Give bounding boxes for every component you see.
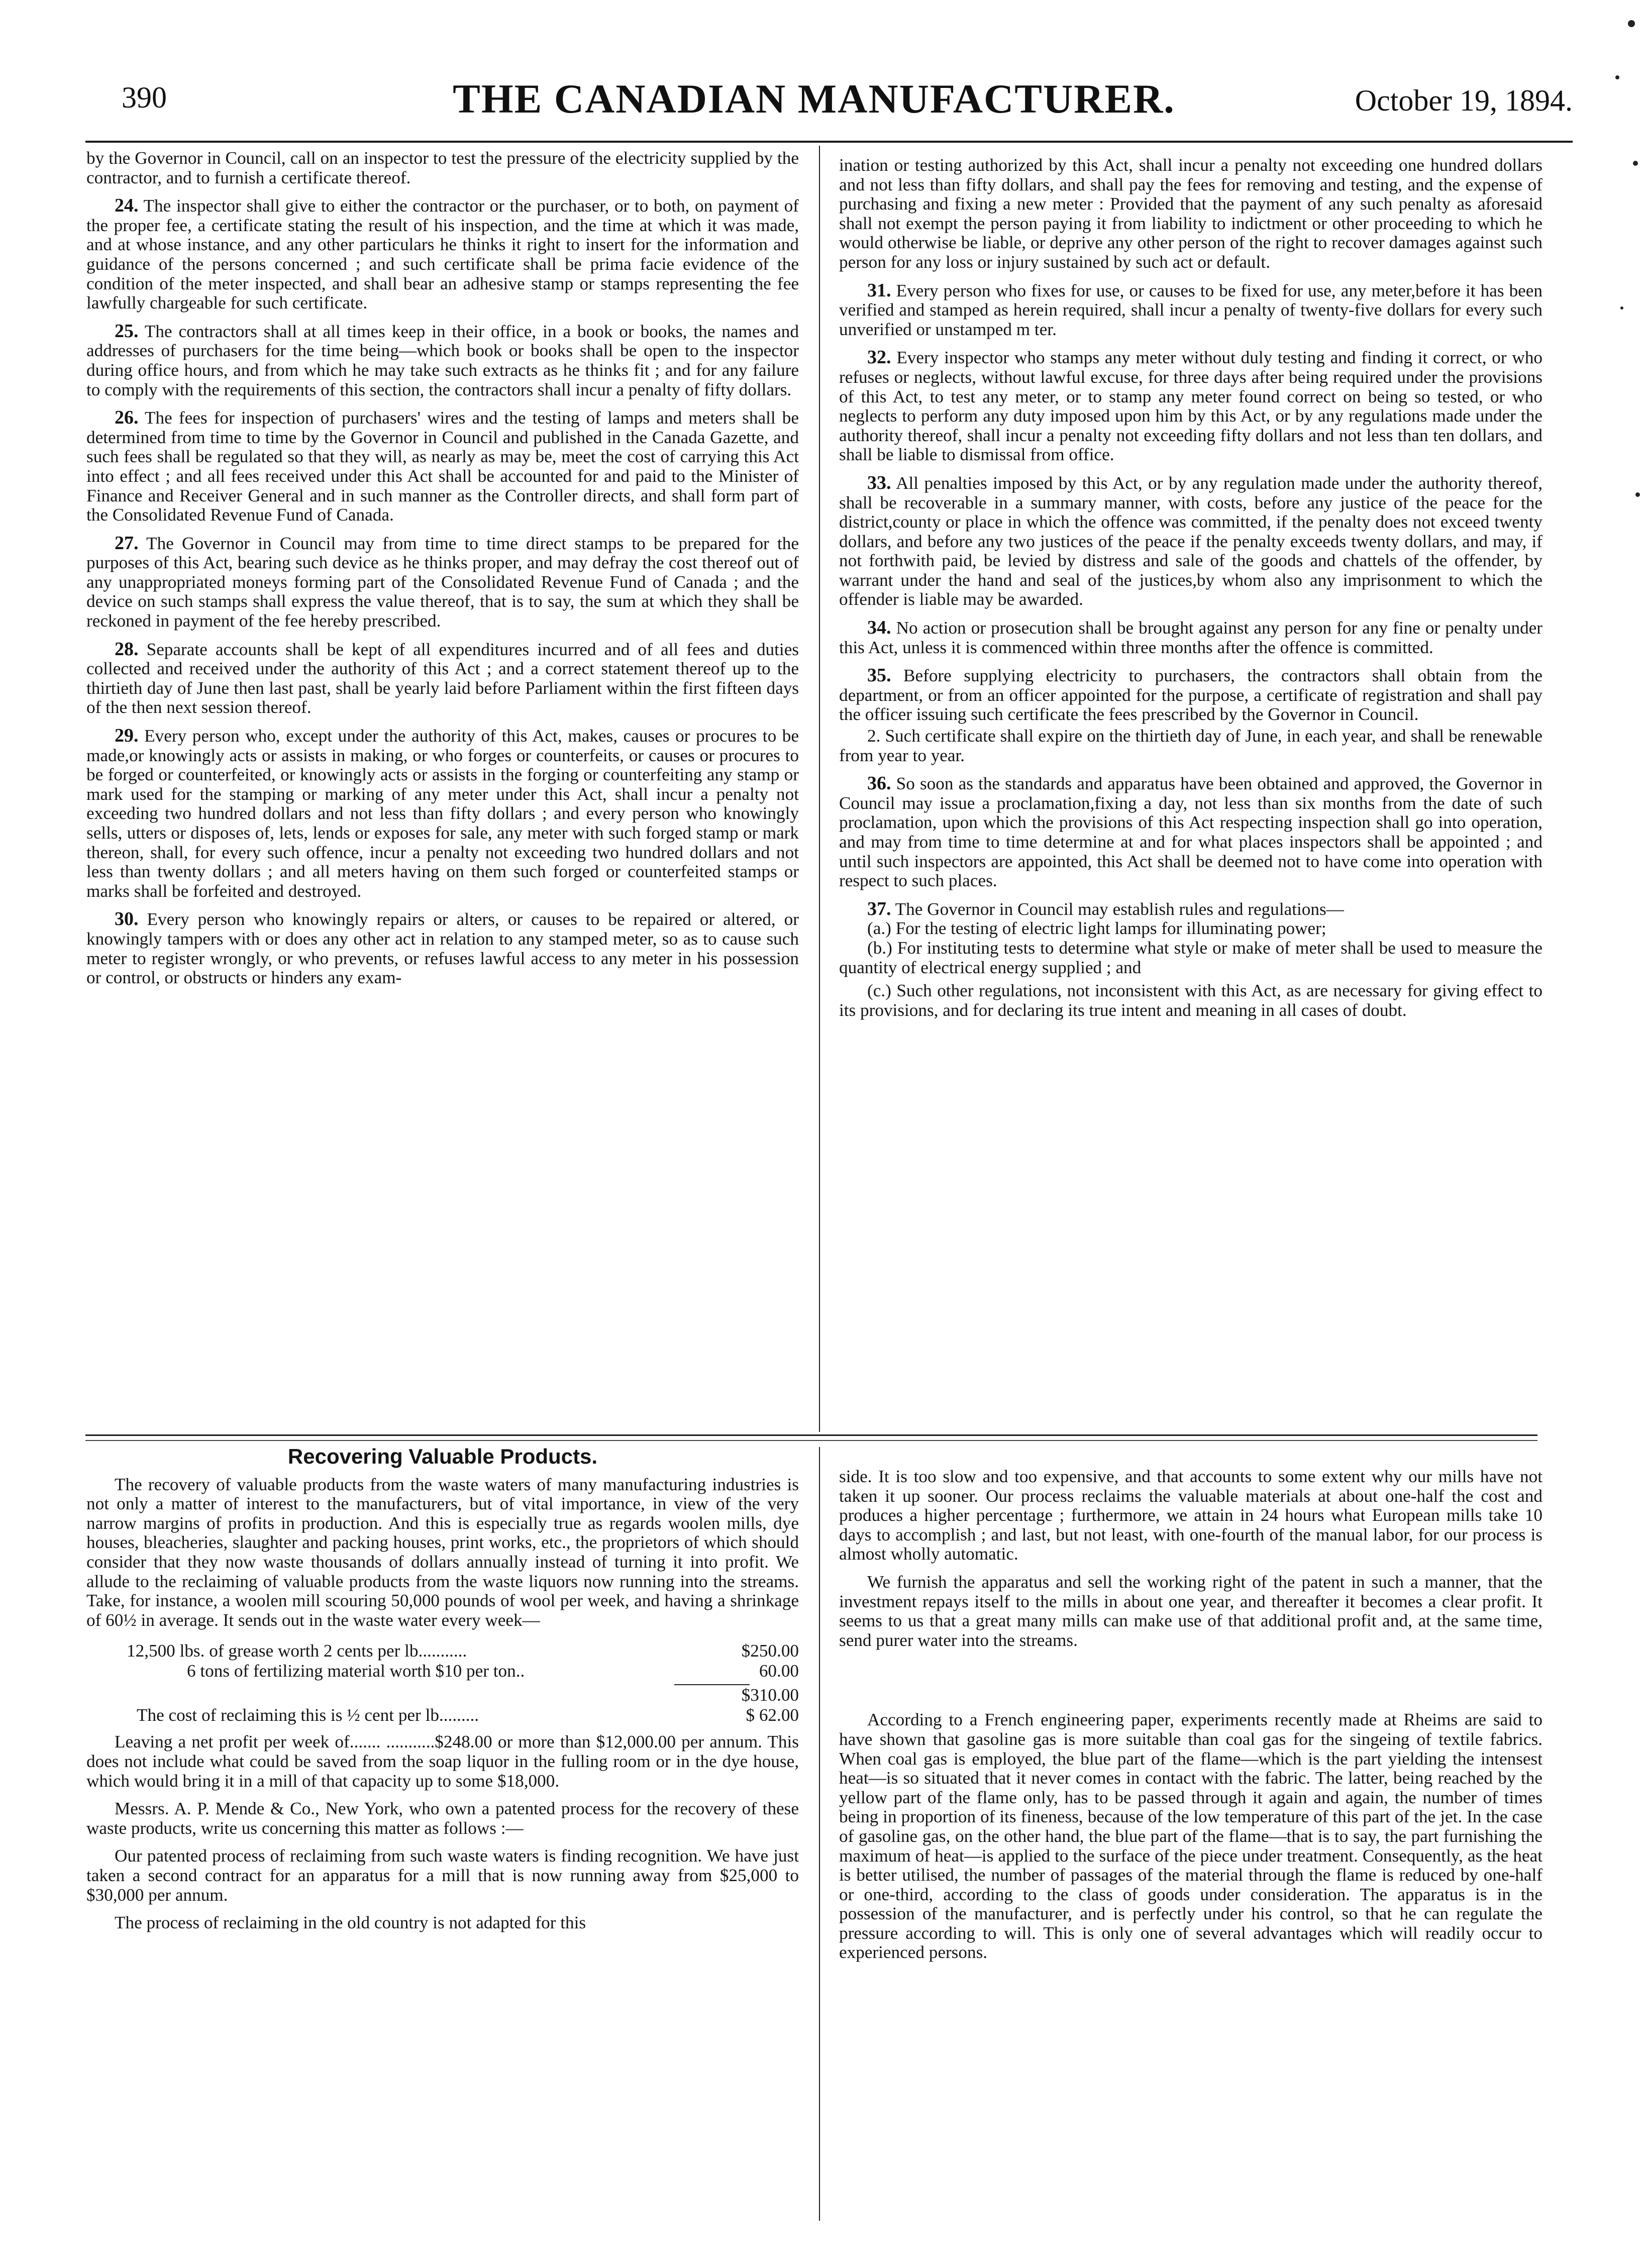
article-headline: Recovering Valuable Products. [287,1445,598,1468]
ledger-label: 12,500 lbs. of grease worth 2 cents per lb........... [127,1641,467,1661]
page-number: 390 [122,81,167,114]
ledger-total-row [86,1685,799,1705]
paragraph-continued: by the Governor in Council, call on an inspector to test the pressure of the electricity supplied by the contractor, and to furnish a certificate thereof. [86,148,799,187]
section-number: 30. [115,908,139,930]
issue-date: October 19, 1894. [1355,84,1573,117]
header-rule [85,141,1573,143]
scan-speck [1620,306,1623,310]
section-32 [839,348,1542,465]
section-27 [86,534,799,631]
section-35 [839,666,1542,725]
ledger-total: $310.00 [741,1685,799,1705]
section-number: 34. [867,617,891,639]
section-text: Separate accounts shall be kept of all expenditures incurred and of all fees and duties collected and received under the authority of this Act ; and a correct statement thereof up to the thirtieth day of June then last past, shall be yearly laid before Parliament within the first fifteen days of the then next session thereof. [86,639,799,717]
section-text: Every inspector who stamps any meter without duly testing and finding it correct, or who refuses or neglects, without lawful excuse, for three days after being required under the provisions of this Act, to test any meter, or to stamp any meter found correct on being so tested, or who neglects to perform any duty imposed upon him by this Act, or by any regulations made under the authority thereof, shall incur a penalty not exceeding fifty dollars and not less than ten dollars, and shall be liable to dismissal from office. [839,348,1543,465]
section-number: 24. [115,195,139,217]
section-text: Every person who knowingly repairs or alters, or causes to be repaired or altered, or knowingly tampers with or does any other act in relation to any stamped meter, so as to cause such meter to register wrongly, or who prevents, or refuses lawful access to any meter in his possession or control, or obstructs or hinders any exam- [86,909,799,988]
section-number: 33. [867,472,891,493]
article-paragraph: The process of reclaiming in the old country is not adapted for this [115,1913,586,1933]
section-33 [839,473,1542,609]
section-24 [86,196,799,313]
section-separator-rule [85,1434,1537,1436]
column-divider-top [819,146,820,1432]
paragraph-continued: ination or testing authorized by this Act, shall incur a penalty not exceeding one hundred dollars and not less than fifty dollars, and shall pay the fees for removing and testing, and the expense of purchasing and fixing a new meter : Provided that the payment of any such penalty as aforesaid shall not exempt the person paying it from liability to indictment or other proceeding to which he would otherwise be liable, or deprive any other person of the right to recover damages against such person for any loss or injury sustained by such act or default. [839,155,1542,272]
section-37 [839,899,1542,919]
section-text: Every person who fixes for use, or causes to be fixed for use, any meter,before it has been verified and stamped as herein required, shall incur a penalty of twenty-five dollars for every such unverified or unstamped m ter. [839,280,1543,339]
section-28 [86,640,799,717]
section-number: 27. [115,532,139,554]
masthead-title: THE CANADIAN MANUFACTURER. [453,76,1175,122]
column-divider-bottom [819,1447,820,2221]
left-column-bottom [86,1447,799,1941]
ledger-label: 6 tons of fertilizing material worth $10 per ton.. [187,1661,525,1681]
section-number: 36. [867,773,891,794]
article-paragraph: According to a French engineering paper, experiments recently made at Rheims are said to have shown that gasoline gas is more suitable than coal gas for the singeing of textile fabrics. When coal gas is employed, the blue part of the flame—which is the part yielding the intensest heat—is so situated that it never comes in contact with the fabric. The latter, being reached by the yellow part of the flame only, has to be passed through it again and again, the number of times being in proportion of its fineness, because of the low temperature of this part of the jet. In the case of gasoline gas, on the other hand, the blue part of the flame—that is to say, the part furnishing the maximum of heat—is applied to the surface of the piece under treatment. Consequently, as the heat is better utilised, the number of passages of the material through the flame is reduced by one-half or one-third, according to the class of goods under consideration. The apparatus is in the possession of the manufacturer, and is perfectly under his control, so that he can regulate the pressure according to will. This is only one of several advantages which will readily occur to experienced persons. [839,1710,1542,1963]
section-25 [86,322,799,399]
section-text: All penalties imposed by this Act, or by any regulation made under the authority thereof, shall be recoverable in a summary manner, with costs, before any justice of the peace for the district,county or place in which the offence was committed, if the penalty does not exceed twenty dollars, and before any two justices of the peace if the penalty exceeds twenty dollars, and may, if not forthwith paid, be levied by distress and sale of the goods and chattels of the offender, by warrant under the hand and seal of the justices,by whom also any imprisonment to which the offender is liable may be awarded. [839,473,1542,609]
section-31 [839,281,1542,340]
article-paragraph: The recovery of valuable products from the waste waters of many manufacturing industries is not only a matter of interest to the manufacturers, but of vital importance, in view of the very narrow margins of profits in production. And this is especially true as regards woolen mills, dye houses, bleacheries, slaughter and packing houses, print works, etc., the proprietors of which should consider that they now waste thousands of dollars annually instead of turning it into profit. We allude to the reclaiming of valuable products from the waste liquors now running into the streams. Take, for instance, a woolen mill scouring 50,000 pounds of wool per week, and having a shrinkage of 60½ in average. It sends out in the waste water every week— [86,1474,799,1630]
left-column-top [86,149,799,996]
section-35-subsection-2: 2. Such certificate shall expire on the thirtieth day of June, in each year, and shall be renewable from year to year. [839,726,1542,765]
section-number: 26. [115,407,139,429]
section-text: The Governor in Council may from time to time direct stamps to be prepared for the purposes of this Act, bearing such device as he thinks proper, and may defray the cost thereof out of any unappropriated moneys forming part of the Consolidated Revenue Fund of Canada ; and the device on such stamps shall express the value thereof, that is to say, the sum at which they shall be reckoned in payment of the fee hereby prescribed. [86,533,799,631]
section-34 [839,618,1542,657]
section-37-c: (c.) Such other regulations, not inconsistent with this Act, as are necessary for giving effect to its provisions, and for declaring its true intent and meaning in all cases of doubt. [839,981,1542,1020]
section-number: 28. [115,638,139,660]
section-number: 37. [867,898,891,919]
section-36 [839,774,1542,891]
section-text: Before supplying electricity to purchasers, the contractors shall obtain from the department, or from an officer appointed for the purpose, a certificate of registration and shall pay the officer issuing such certificate the fees prescribed by the Governor in Council. [839,666,1543,725]
section-number: 25. [115,320,139,342]
ledger-row [86,1705,799,1725]
right-column-bottom [839,1467,1542,1971]
section-number: 31. [867,279,891,301]
page-header [85,75,1573,141]
ledger-label: The cost of reclaiming this is ½ cent per lb......... [137,1705,479,1725]
article-paragraph: We furnish the apparatus and sell the working right of the patent in such a manner, that the investment repays itself to the mills in about one year, and thereafter it becomes a clear profit. It seems to us that a great many mills can make use of that additional profit and, at the same time, send purer water into the streams. [839,1572,1542,1650]
scan-speck [1628,20,1635,27]
scan-speck [1615,75,1619,79]
scan-speck [1633,161,1638,166]
section-text: No action or prosecution shall be brought against any person for any fine or penalty under this Act, unless it is commenced within three months after the offence is committed. [839,618,1543,657]
section-29 [86,726,799,901]
article-paragraph: Our patented process of reclaiming from such waste waters is finding recognition. We have just taken a second contract for an apparatus for a mill that is now running away from $25,000 to $30,000 per annum. [86,1846,799,1905]
section-separator-rule-2 [85,1440,1537,1441]
section-text: Every person who, except under the authority of this Act, makes, causes or procures to be made,or knowingly acts or assists in making, or who forges or counterfeits, or causes or procures to be forged or counterfeited, or knowingly acts or assists in the forging or counterfeiting any stamp or mark used for the stamping or marking of any meter under this Act, shall incur a penalty not exceeding two hundred dollars and not less than fifty dollars ; and every person who knowingly sells, utters or disposes of, lets, lends or exposes for sale, any meter with such forged stamp or mark thereon, shall, for every such offence, incur a penalty not exceeding two hundred dollars and not less than twenty dollars ; and all meters having on them such forged or counterfeited stamps or marks shall be forfeited and destroyed. [86,726,799,901]
ledger-row [86,1661,799,1681]
section-number: 35. [867,665,891,686]
section-26 [86,408,799,525]
article-paragraph: side. It is too slow and too expensive, and that accounts to some extent why our mills have not taken it up sooner. Our process reclaims the valuable materials at about one-half the cost and produces a higher percentage ; furthermore, we attain in 24 hours what European mills take 10 days to accomplish ; and last, but not least, with one-fourth of the manual labor, for our process is almost wholly automatic. [839,1467,1542,1564]
right-column-top [839,156,1542,1028]
ledger-value: $ 62.00 [746,1705,799,1725]
article-paragraph: Messrs. A. P. Mende & Co., New York, who own a patented process for the recovery of these waste products, write us concerning this matter as follows :— [86,1799,799,1838]
section-30 [86,909,799,987]
section-text: So soon as the standards and apparatus have been obtained and approved, the Governor in Council may issue a proclamation,fixing a day, not less than six months from the date of such proclamation, upon which the provisions of this Act respecting inspection shall go into operation, and may from time to time determine at and for what places inspectors shall be appointed ; and until such inspectors are appointed, this Act shall be deemed not to have come into operation with respect to such places. [839,774,1542,891]
section-37-b: (b.) For instituting tests to determine what style or make of meter shall be used to measure the quantity of electrical energy supplied ; and [839,938,1542,977]
section-text: The inspector shall give to either the contractor or the purchaser, or to both, on payment of the proper fee, a certificate stating the result of his inspection, and the time at which it was made, and at whose instance, and any other particulars he thinks it right to insert for the information and guidance of the persons concerned ; and such certificate shall be prima facie evidence of the condition of the meter inspected, and shall bear an adhesive stamp or stamps representing the fee lawfully chargeable for such certificate. [86,196,799,313]
section-text: The fees for inspection of purchasers' wires and the testing of lamps and meters shall be determined from time to time by the Governor in Council and published in the Canada Gazette, and such fees shall be regulated so that they will, as nearly as may be, meet the cost of carrying this Act into effect ; and all fees received under this Act shall be accounted for and paid to the Minister of Finance and Receiver General and in such manner as the Controller directs, and shall form part of the Consolidated Revenue Fund of Canada. [86,408,799,525]
section-number: 29. [115,725,139,747]
section-text: The Governor in Council may establish rules and regulations— [895,899,1344,919]
ledger-value: 60.00 [759,1661,799,1681]
section-text: The contractors shall at all times keep in their office, in a book or books, the names and addresses of purchasers for the time being—which book or books shall be open to the inspector during office hours, and from which he may take such extracts as he thinks fit ; and for any failure to comply with the requirements of this section, the contractors shall incur a penalty of fifty dollars. [86,321,799,399]
section-37-a: (a.) For the testing of electric light lamps for illuminating power; [867,918,1326,939]
ledger-value: $250.00 [741,1641,799,1661]
article-paragraph: Leaving a net profit per week of....... ...........$248.00 or more than $12,000.00 per annum. This does not include what could be saved from the soap liquor in the fulling room or in the dye house, which would bring it in a mill of that capacity up to some $18,000. [86,1732,799,1791]
scan-speck [1635,492,1640,497]
section-number: 32. [867,347,891,368]
ledger-row [86,1641,799,1661]
profit-ledger [86,1641,799,1725]
